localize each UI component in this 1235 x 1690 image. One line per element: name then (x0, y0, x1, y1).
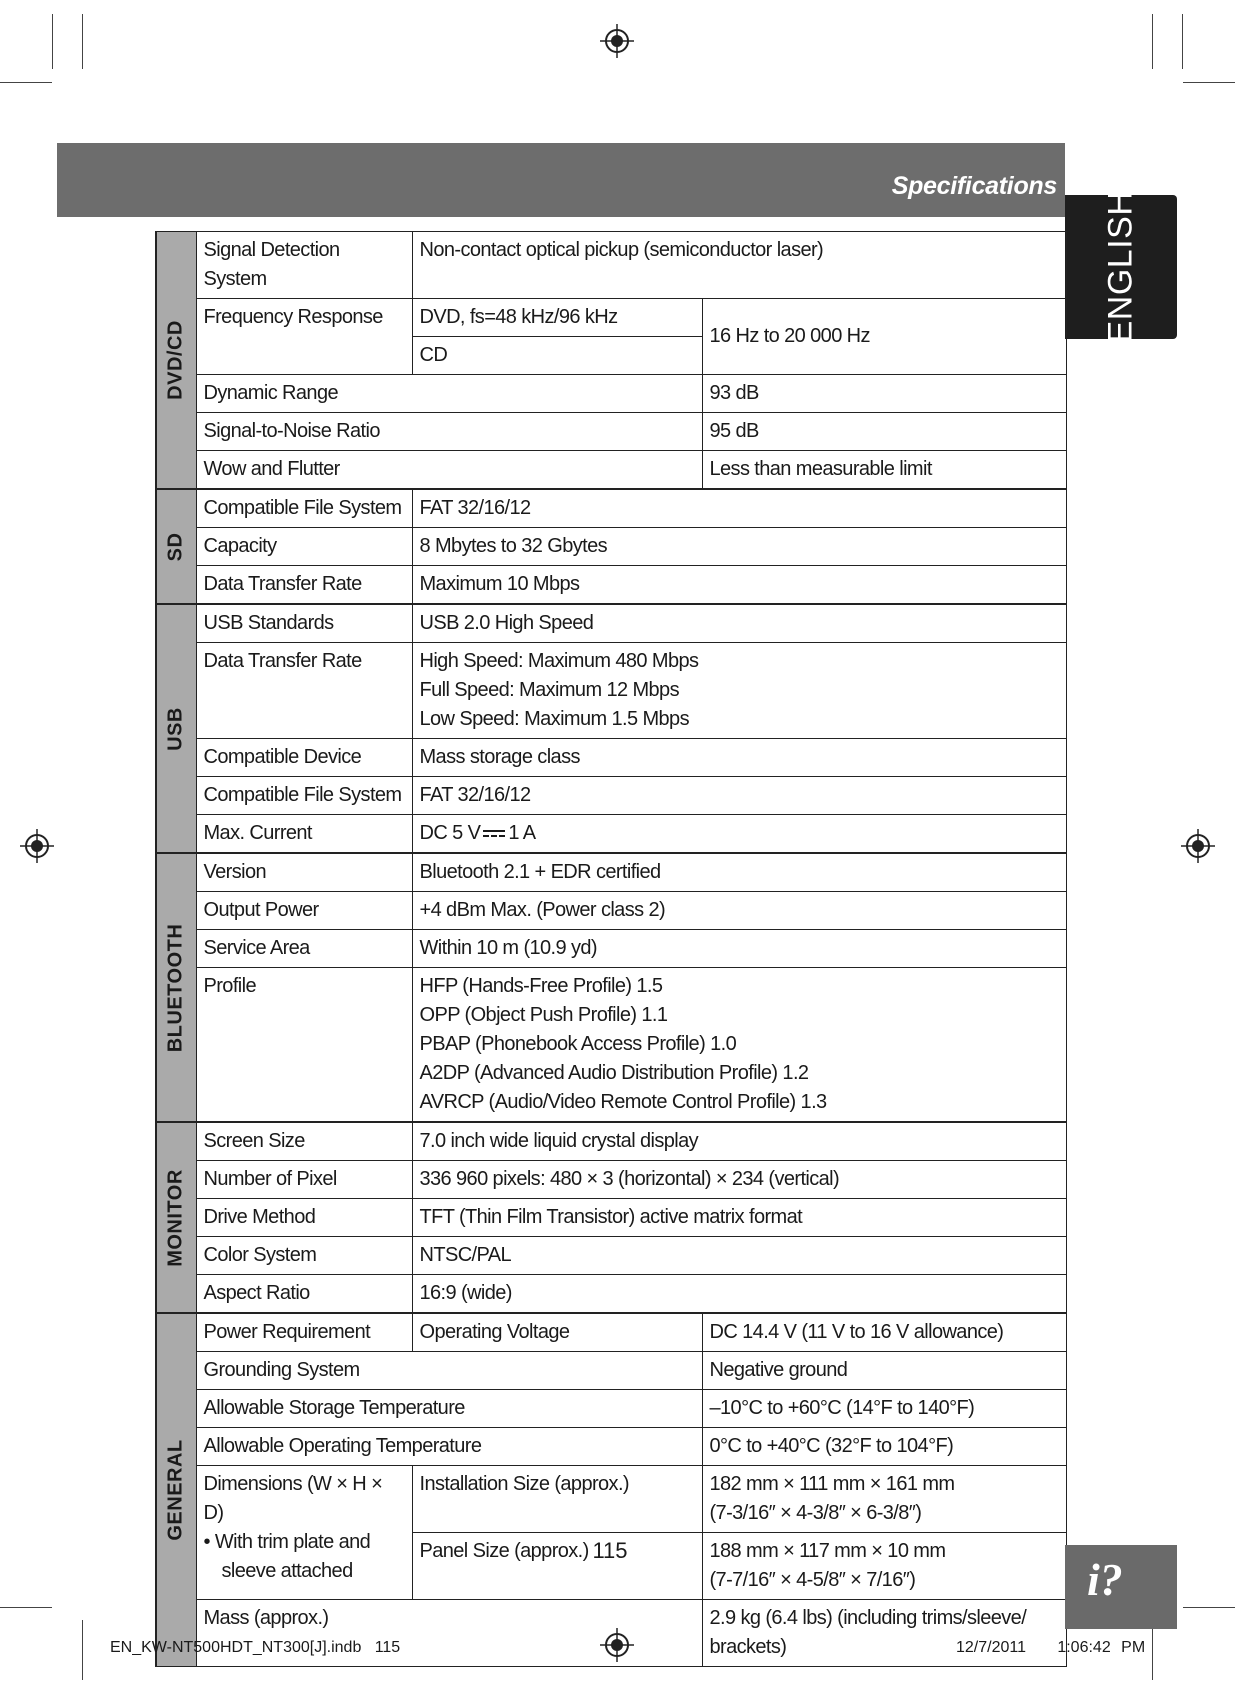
spec-label: Dynamic Range (196, 375, 702, 413)
spec-label: Signal-to-Noise Ratio (196, 413, 702, 451)
table-row (156, 739, 1066, 777)
spec-value: FAT 32/16/12 (412, 777, 1066, 815)
spec-label-note: • With trim plate and sleeve attached (203, 1531, 371, 1582)
spec-value: 7.0 inch wide liquid crystal display (412, 1122, 1066, 1161)
spec-value (412, 643, 1066, 739)
spec-value-line: PBAP (Phonebook Access Profile) 1.0 (419, 1033, 737, 1055)
section-label-bluetooth: BLUETOOTH (156, 853, 196, 1122)
crop-mark (1182, 14, 1183, 69)
spec-value: DC 14.4 V (11 V to 16 V allowance) (702, 1313, 1066, 1352)
spec-value: TFT (Thin Film Transistor) active matrix format (412, 1199, 1066, 1237)
spec-label: Wow and Flutter (196, 451, 702, 490)
table-row (156, 1122, 1066, 1161)
spec-sublabel: Operating Voltage (412, 1313, 702, 1352)
table-row (156, 1390, 1066, 1428)
spec-value-line: 182 mm × 111 mm × 161 mm (709, 1473, 955, 1495)
spec-value: Maximum 10 Mbps (412, 566, 1066, 605)
spec-value: Within 10 m (10.9 yd) (412, 930, 1066, 968)
table-row (156, 1199, 1066, 1237)
spec-value: FAT 32/16/12 (412, 489, 1066, 528)
spec-label: Power Requirement (196, 1313, 412, 1352)
spec-value (412, 815, 1066, 854)
specifications-table (155, 231, 1067, 1667)
spec-value (412, 968, 1066, 1123)
table-row (156, 777, 1066, 815)
spec-label: Number of Pixel (196, 1161, 412, 1199)
spec-label: Output Power (196, 892, 412, 930)
spec-label: Data Transfer Rate (196, 643, 412, 739)
table-row (156, 299, 1066, 337)
table-row (156, 643, 1066, 739)
spec-value-line: HFP (Hands-Free Profile) 1.5 (419, 975, 663, 997)
spec-label: Color System (196, 1237, 412, 1275)
spec-label: Data Transfer Rate (196, 566, 412, 605)
section-label-usb: USB (156, 604, 196, 853)
table-row (156, 566, 1066, 605)
spec-value: USB 2.0 High Speed (412, 604, 1066, 643)
crop-mark (0, 1607, 52, 1608)
spec-label: Mass (approx.) (196, 1600, 702, 1667)
spec-value: 95 dB (702, 413, 1066, 451)
table-row (156, 413, 1066, 451)
spec-value: Less than measurable limit (702, 451, 1066, 490)
spec-value: Mass storage class (412, 739, 1066, 777)
table-row (156, 1466, 1066, 1533)
spec-value-line: AVRCP (Audio/Video Remote Control Profile) 1.3 (419, 1091, 827, 1113)
header-bar (57, 143, 1065, 217)
spec-value: +4 dBm Max. (Power class 2) (412, 892, 1066, 930)
spec-value: 16 Hz to 20 000 Hz (702, 299, 1066, 375)
table-row (156, 604, 1066, 643)
spec-value (702, 1533, 1066, 1600)
spec-value: Negative ground (702, 1352, 1066, 1390)
spec-value-line: A2DP (Advanced Audio Distribution Profile) 1.2 (419, 1062, 809, 1084)
spec-label: USB Standards (196, 604, 412, 643)
spec-label: Screen Size (196, 1122, 412, 1161)
table-row (156, 489, 1066, 528)
help-icon: i? (1087, 1554, 1123, 1605)
registration-mark-icon (600, 24, 634, 58)
registration-mark-icon (1181, 829, 1215, 863)
spec-label: Signal Detection System (196, 232, 412, 299)
table-row (156, 528, 1066, 566)
spec-value: 336 960 pixels: 480 × 3 (horizontal) × 234 (vertical) (412, 1161, 1066, 1199)
table-row (156, 1161, 1066, 1199)
spec-value: 8 Mbytes to 32 Gbytes (412, 528, 1066, 566)
spec-label: Profile (196, 968, 412, 1123)
section-label-general: GENERAL (156, 1313, 196, 1667)
language-tab (1065, 190, 1177, 344)
spec-value: 93 dB (702, 375, 1066, 413)
spec-label: Frequency Response (196, 299, 412, 375)
spec-label: Compatible File System (196, 777, 412, 815)
footer-timestamp: 12/7/2011 1:06:42 PM (956, 1639, 1146, 1656)
spec-label: Capacity (196, 528, 412, 566)
spec-label: Drive Method (196, 1199, 412, 1237)
spec-value: Non-contact optical pickup (semiconductor laser) (412, 232, 1066, 299)
spec-value-line: Low Speed: Maximum 1.5 Mbps (419, 708, 689, 730)
spec-value-line: OPP (Object Push Profile) 1.1 (419, 1004, 668, 1026)
spec-value-line: 188 mm × 117 mm × 10 mm (709, 1540, 946, 1562)
spec-value-line: (7-7/16″ × 4-5/8″ × 7/16″) (709, 1569, 916, 1591)
spec-value: Bluetooth 2.1 + EDR certified (412, 853, 1066, 892)
spec-label: Allowable Operating Temperature (196, 1428, 702, 1466)
help-tab (1065, 1545, 1177, 1629)
spec-value-line: Full Speed: Maximum 12 Mbps (419, 679, 679, 701)
spec-label: Compatible Device (196, 739, 412, 777)
table-row (156, 853, 1066, 892)
crop-mark (1183, 82, 1235, 83)
crop-mark (82, 1620, 83, 1680)
crop-mark (1183, 1607, 1235, 1608)
table-row (156, 968, 1066, 1123)
spec-sublabel: DVD, fs=48 kHz/96 kHz (412, 299, 702, 337)
spec-value (702, 1466, 1066, 1533)
table-row (156, 375, 1066, 413)
spec-value-part: DC 5 V (419, 822, 481, 844)
spec-label: Version (196, 853, 412, 892)
spec-label: Service Area (196, 930, 412, 968)
spec-value-line: (7-3/16″ × 4-3/8″ × 6-3/8″) (709, 1502, 922, 1524)
spec-value-part: 1 A (508, 822, 536, 844)
spec-sublabel: CD (412, 337, 702, 375)
registration-mark-icon (20, 829, 54, 863)
spec-label: Allowable Storage Temperature (196, 1390, 702, 1428)
table-row (156, 232, 1066, 299)
table-row (156, 1313, 1066, 1352)
language-tab-label: ENGLISH (1101, 190, 1140, 344)
spec-label (196, 1466, 412, 1600)
spec-value: –10°C to +60°C (14°F to 140°F) (702, 1390, 1066, 1428)
crop-mark (52, 14, 53, 69)
table-row (156, 892, 1066, 930)
section-label-monitor: MONITOR (156, 1122, 196, 1313)
table-row (156, 1237, 1066, 1275)
page-title: Specifications (891, 172, 1057, 200)
spec-value: 2.9 kg (6.4 lbs) (including trims/sleeve/ brackets) (702, 1600, 1066, 1667)
table-row (156, 815, 1066, 854)
table-row (156, 930, 1066, 968)
crop-mark (82, 14, 83, 69)
table-row (156, 1275, 1066, 1314)
spec-label: Grounding System (196, 1352, 702, 1390)
spec-value: 16:9 (wide) (412, 1275, 1066, 1314)
spec-value-line: High Speed: Maximum 480 Mbps (419, 650, 699, 672)
crop-mark (0, 82, 52, 83)
crop-mark (1152, 1620, 1153, 1680)
table-row (156, 1428, 1066, 1466)
section-label-dvdcd: DVD/CD (156, 232, 196, 490)
crop-mark (1152, 14, 1153, 69)
section-label-sd: SD (156, 489, 196, 604)
footer-file-info: EN_KW-NT500HDT_NT300[J].indb 115 (110, 1639, 401, 1656)
spec-value: 0°C to +40°C (32°F to 104°F) (702, 1428, 1066, 1466)
page-number: 115 (592, 1538, 628, 1563)
spec-sublabel: Installation Size (approx.) (412, 1466, 702, 1533)
spec-label: Max. Current (196, 815, 412, 854)
spec-value: NTSC/PAL (412, 1237, 1066, 1275)
table-row (156, 451, 1066, 490)
spec-label: Aspect Ratio (196, 1275, 412, 1314)
spec-sublabel: Panel Size (approx.) (412, 1533, 702, 1600)
spec-label-line: Dimensions (W × H × D) (203, 1473, 383, 1524)
table-row (156, 1352, 1066, 1390)
spec-label: Compatible File System (196, 489, 412, 528)
dc-symbol-icon (483, 829, 505, 839)
